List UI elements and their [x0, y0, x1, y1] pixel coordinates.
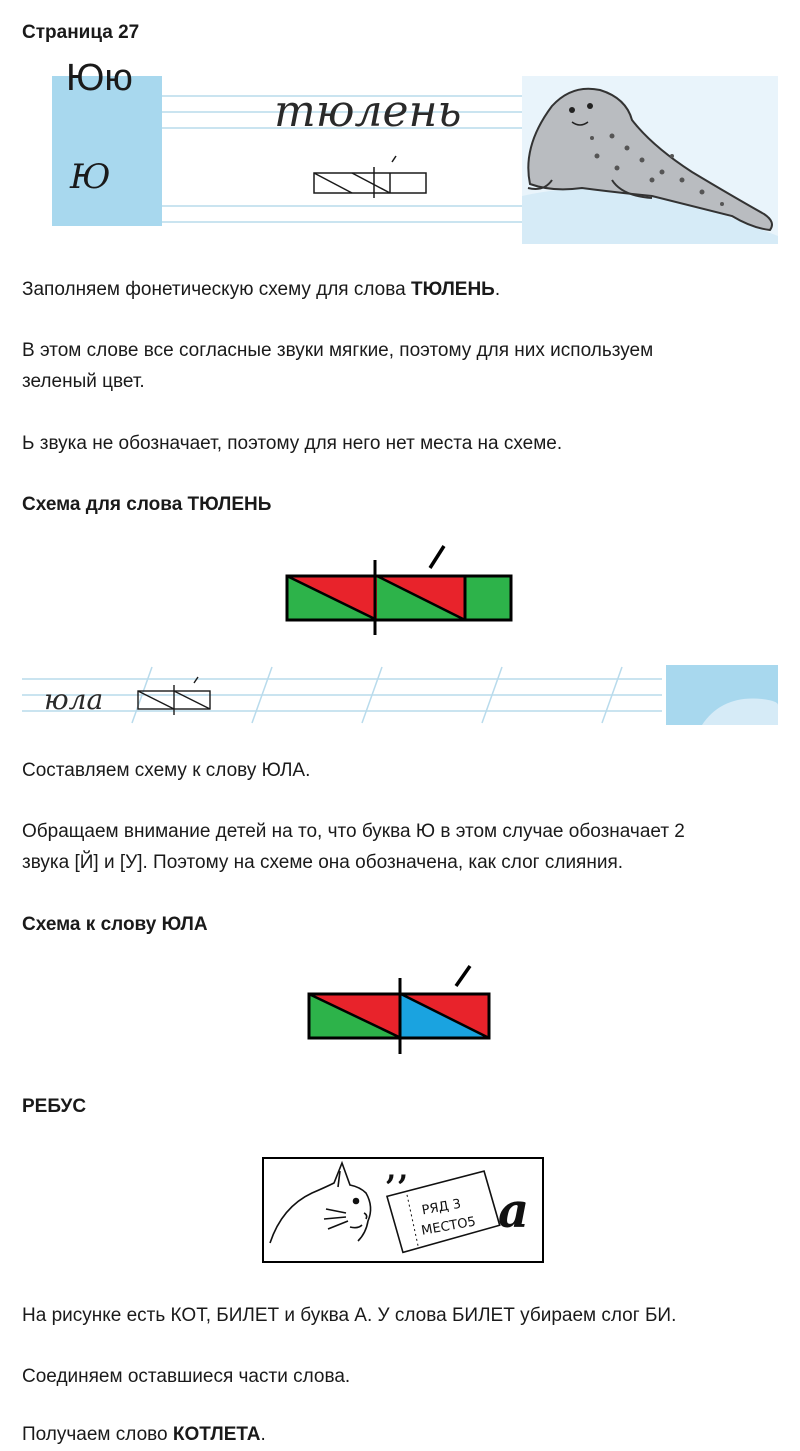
- heading-rebus: РЕБУС: [22, 1096, 87, 1117]
- paragraph-result: [22, 1419, 782, 1450]
- cursive-word-tyulen: тюлень: [274, 86, 462, 137]
- paragraph-join-parts: Соединяем оставшиеся части слова.: [22, 1366, 351, 1387]
- scheme-yula: [302, 960, 502, 1060]
- paragraph-compose-yula: Составляем схему к слову ЮЛА.: [22, 760, 311, 781]
- scheme-tyulen: [280, 540, 520, 640]
- heading-scheme-yula: Схема к слову ЮЛА: [22, 914, 208, 935]
- paragraph-letter-yu: [22, 816, 782, 878]
- rebus-quote-second: ,: [398, 1152, 409, 1187]
- letter-capital-script: Ю: [70, 157, 111, 197]
- letter-pair-print: Юю: [66, 57, 133, 99]
- cursive-word-yula: юла: [44, 683, 104, 716]
- word-kotleta: КОТЛЕТА: [172, 1424, 261, 1445]
- paragraph-soft-consonants-line-2: зеленый цвет.: [22, 371, 145, 392]
- rebus-letter-a: a: [498, 1183, 530, 1239]
- heading-scheme-tyulen: Схема для слова ТЮЛЕНЬ: [22, 494, 272, 515]
- paragraph-soft-consonants: [22, 335, 782, 397]
- paragraph-soft-sign: Ь звука не обозначает, поэтому для него нет места на схеме.: [22, 433, 563, 454]
- seal-image: [522, 76, 778, 244]
- paragraph-letter-yu-line-2: звука [Й] и [У]. Поэтому на схеме она обозначена, как слог слияния.: [22, 852, 624, 873]
- small-scheme-yula: [138, 677, 210, 715]
- paragraph-fill-scheme-suffix: .: [494, 279, 501, 300]
- paragraph-result-prefix: Получаем слово: [22, 1424, 173, 1445]
- paragraph-fill-scheme-prefix: Заполняем фонетическую схему для слова: [22, 279, 411, 300]
- textbook-strip-tyulen: [52, 57, 778, 244]
- rebus-image: [262, 1152, 544, 1263]
- stress-mark: [430, 546, 444, 568]
- ticket-line-1: РЯД 3: [420, 1196, 463, 1219]
- stress-mark-yula: [456, 966, 470, 986]
- textbook-strip-yula: [22, 665, 778, 725]
- paragraph-result-suffix: .: [260, 1424, 266, 1445]
- ticket-line-2: МЕСТО5: [420, 1214, 477, 1239]
- page-title: Страница 27: [22, 22, 140, 43]
- paragraph-soft-consonants-line-1: В этом слове все согласные звуки мягкие, поэтому для них используем: [22, 340, 654, 361]
- word-tyulen: ТЮЛЕНЬ: [410, 279, 495, 300]
- rebus-quote: ,: [386, 1152, 397, 1187]
- paragraph-fill-scheme: [22, 274, 782, 305]
- paragraph-rebus-explain: На рисунке есть КОТ, БИЛЕТ и буква А. У слова БИЛЕТ убираем слог БИ.: [22, 1305, 677, 1326]
- paragraph-letter-yu-line-1: Обращаем внимание детей на то, что буква Ю в этом случае обозначает 2: [22, 821, 685, 842]
